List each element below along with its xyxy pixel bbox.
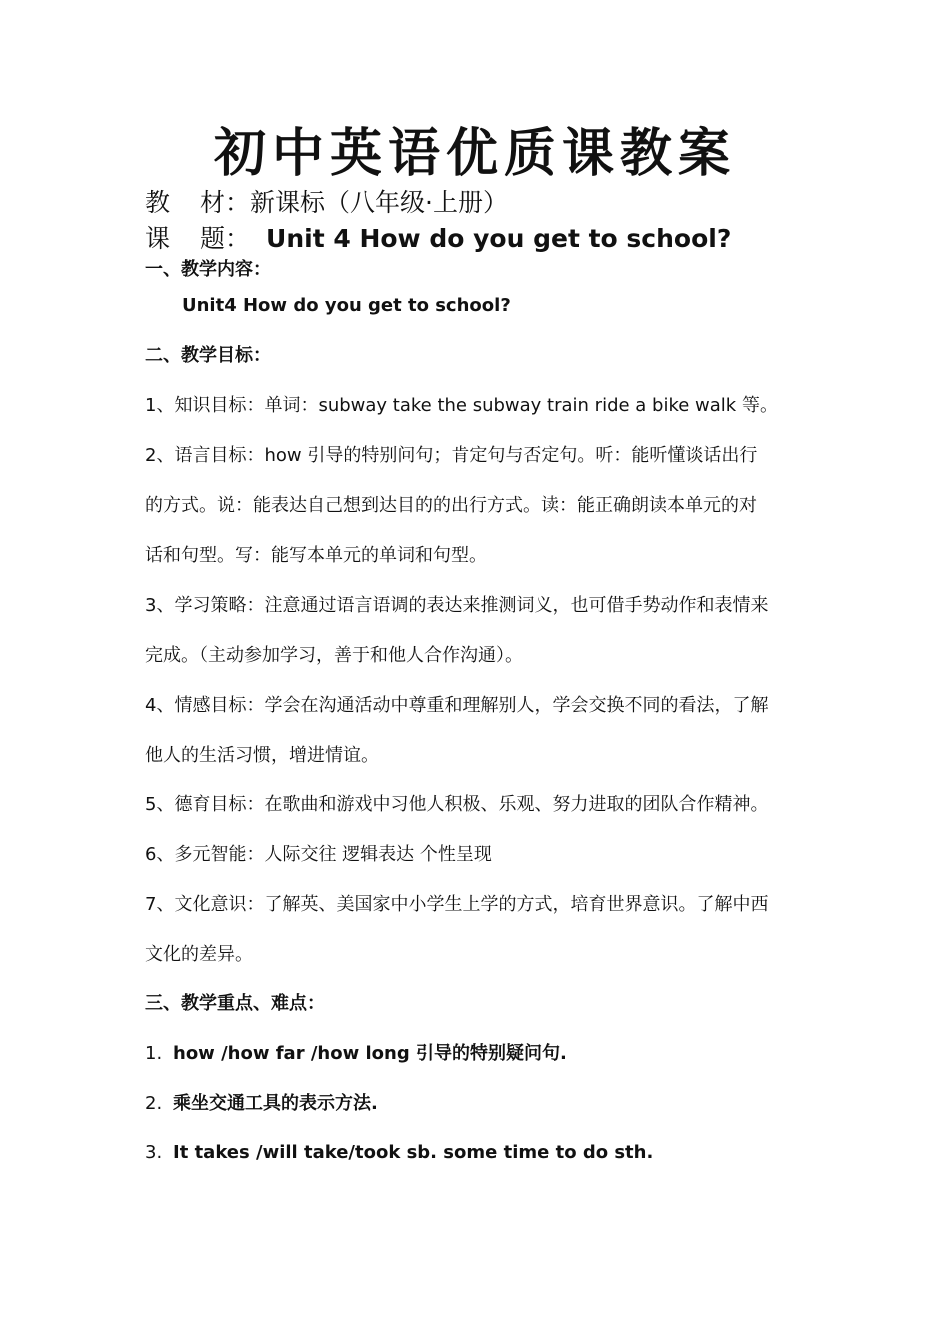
section2-heading: 二、教学目标：	[145, 345, 271, 366]
keypoint-text: how /how far /how long 引导的特别疑问句.	[173, 1043, 567, 1064]
objective-line: 6、多元智能：人际交往 逻辑表达 个性呈现	[145, 844, 492, 865]
objective-line: 他人的生活习惯，增进情谊。	[145, 745, 379, 766]
keypoint-item	[145, 1140, 653, 1166]
material-value: 新课标（八年级·上册）	[250, 188, 508, 217]
topic-line	[145, 222, 731, 256]
objective-line: 4、情感目标：学会在沟通活动中尊重和理解别人，学会交换不同的看法，了解	[145, 695, 769, 716]
document-title: 初中英语优质课教案	[213, 123, 736, 184]
objective-line: 3、学习策略：注意通过语言语调的表达来推测词义，也可借手势动作和表情来	[145, 595, 769, 616]
keypoint-item	[145, 1041, 567, 1067]
material-line	[145, 186, 508, 220]
section3-heading: 三、教学重点、难点：	[145, 993, 325, 1014]
objective-line: 5、德育目标：在歌曲和游戏中习他人积极、乐观、努力进取的团队合作精神。	[145, 794, 769, 815]
objective-line: 7、文化意识：了解英、美国家中小学生上学的方式，培育世界意识。了解中西	[145, 894, 769, 915]
topic-label-b: 题：	[200, 224, 251, 253]
keypoint-number: 2.	[145, 1093, 163, 1114]
keypoint-number: 3.	[145, 1142, 163, 1163]
material-label-b: 材：	[200, 188, 251, 217]
objective-line: 话和句型。写：能写本单元的单词和句型。	[145, 545, 487, 566]
keypoint-item	[145, 1091, 378, 1117]
objective-line: 完成。（主动参加学习，善于和他人合作沟通）。	[145, 645, 523, 666]
section1-heading: 一、教学内容：	[145, 259, 271, 280]
section1-content: Unit4 How do you get to school?	[182, 295, 511, 316]
topic-label-a: 课	[145, 224, 171, 253]
keypoint-text: 乘坐交通工具的表示方法.	[173, 1093, 378, 1114]
objective-line: 的方式。说：能表达自己想到达目的的出行方式。读：能正确朗读本单元的对	[145, 495, 757, 516]
objective-line: 文化的差异。	[145, 944, 253, 965]
material-label-a: 教	[145, 188, 171, 217]
keypoint-number: 1.	[145, 1043, 163, 1064]
topic-value: Unit 4 How do you get to school?	[266, 224, 732, 253]
objective-line: 2、语言目标：how 引导的特别问句；肯定句与否定句。听：能听懂谈话出行	[145, 445, 758, 466]
keypoint-text: It takes /will take/took sb. some time to do sth.	[173, 1142, 654, 1163]
objective-line: 1、知识目标：单词：subway take the subway train ride a bike walk 等。	[145, 395, 778, 416]
